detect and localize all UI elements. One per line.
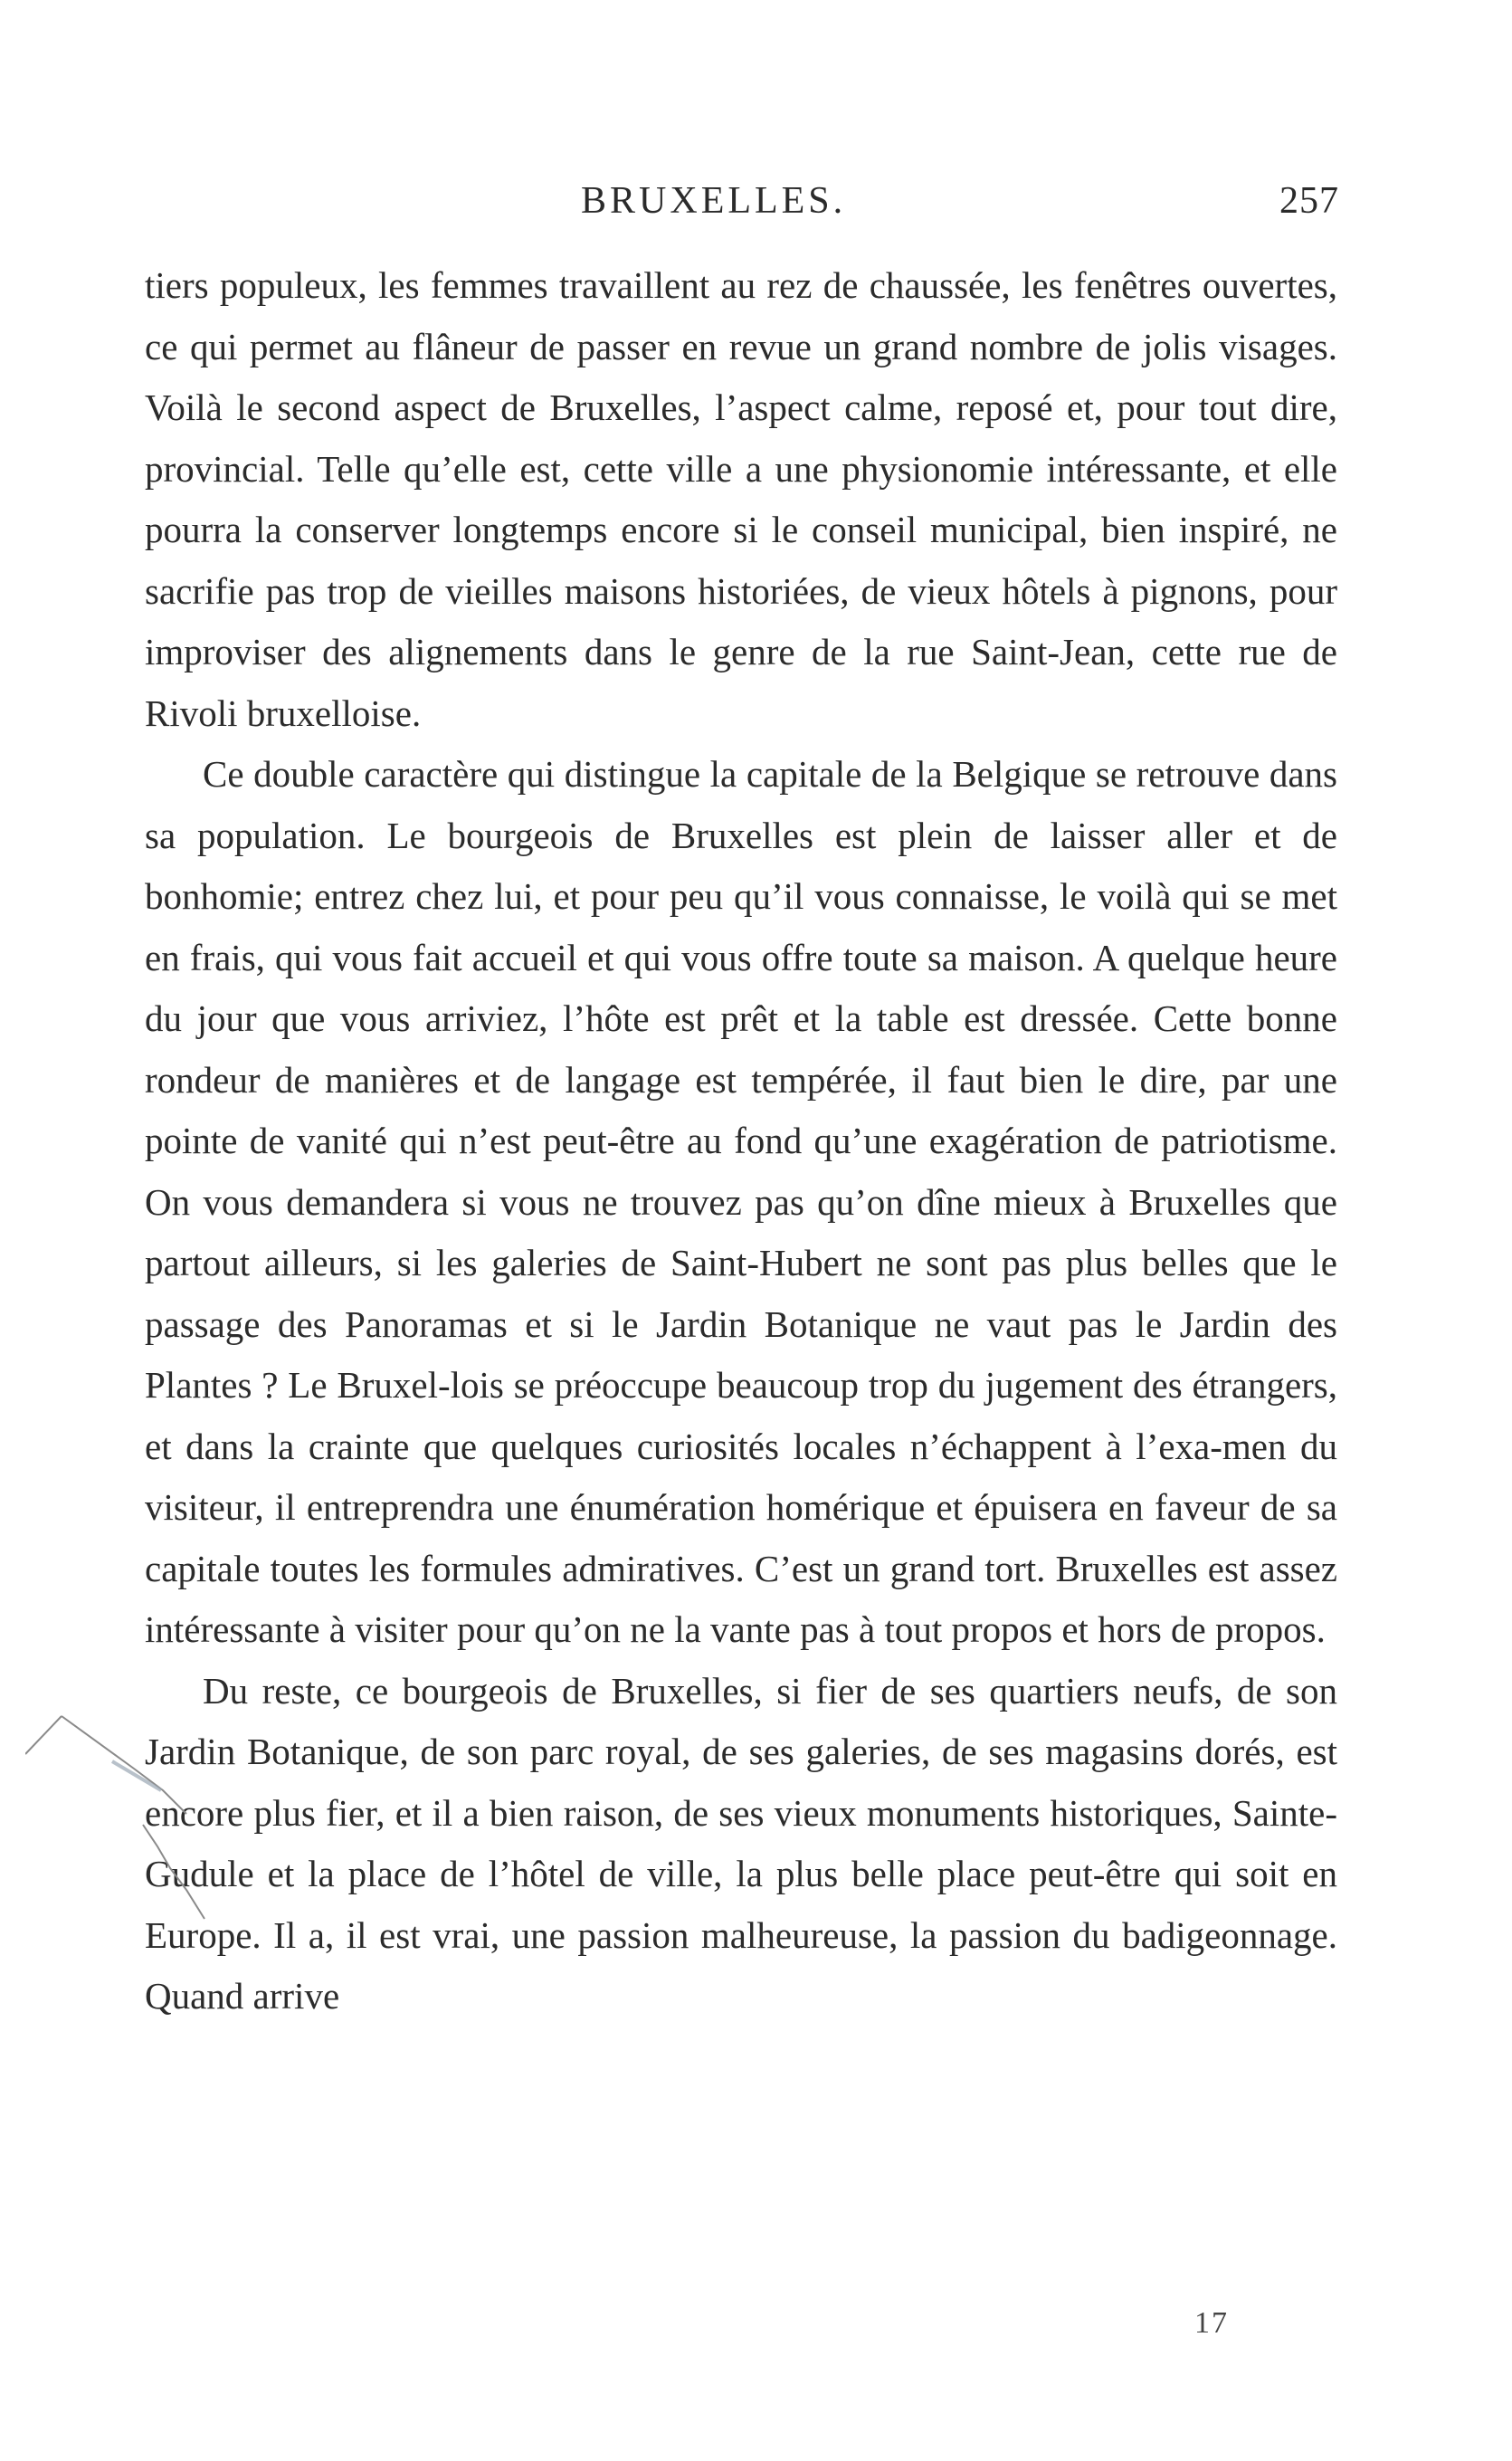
paragraph-3: Du reste, ce bourgeois de Bruxelles, si fier de ses quartiers neufs, de son Jardin Botanique, de son parc royal, de ses galeries, de ses magasins dorés, est encore plus fier, et il a bien raison, de ses vieux monuments historiques, Sainte-Gudule et la place de l’hôtel de ville, la plus belle place peut-être qui soit en Europe. Il a, il est vrai, une passion malheureuse, la passion du badigeonnage. Quand arrive bbox=[145, 1669, 1337, 2017]
running-head bbox=[147, 179, 1339, 234]
paragraph-1: tiers populeux, les femmes travaillent au rez de chaussée, les fenêtres ouvertes, ce qui permet au flâneur de passer en revue un grand nombre de jolis visages. Voilà le second aspect de Bruxelles, l’aspect calme, reposé et, pour tout dire, provincial. Telle qu’elle est, cette ville a une physionomie intéressante, et elle pourra la conserver longtemps encore si le conseil municipal, bien inspiré, ne sacrifie pas trop de vieilles maisons historiées, de vieux hôtels à pignons, pour improviser des alignements dans le genre de la rue Saint-Jean, cette rue de Rivoli bruxelloise. bbox=[145, 264, 1337, 734]
page-fold-crease bbox=[25, 1709, 233, 1944]
body-text bbox=[145, 255, 1337, 2027]
running-title: BRUXELLES. bbox=[581, 180, 847, 222]
signature-mark: 17 bbox=[1194, 2306, 1229, 2340]
page-number: 257 bbox=[1279, 180, 1339, 222]
paragraph-2: Ce double caractère qui distingue la capitale de la Belgique se retrouve dans sa population. Le bourgeois de Bruxelles est plein de laisser aller et de bonhomie; entrez chez lui, et pour peu qu’il vous connaisse, le voilà qui se met en frais, qui vous fait accueil et qui vous offre toute sa maison. A quelque heure du jour que vous arriviez, l’hôte est prêt et la table est dressée. Cette bonne rondeur de manières et de langage est tempérée, il faut bien le dire, par une pointe de vanité qui n’est peut-être au fond qu’une exagération de patriotisme. On vous demandera si vous ne trouvez pas qu’on dîne mieux à Bruxelles que partout ailleurs, si les galeries de Saint-Hubert ne sont pas plus belles que le passage des Panoramas et si le Jardin Botanique ne vaut pas le Jardin des Plantes ? Le Bruxel-lois se préoccupe beaucoup trop du jugement des étrangers, et dans la crainte que quelques curiosités locales n’échappent à l’exa-men du visiteur, il entreprendra une énumération homérique et épuisera en faveur de sa capitale toutes les formules admiratives. C’est un grand tort. Bruxelles est assez intéressante à visiter pour qu’on ne la vante pas à tout propos et hors de propos. bbox=[145, 753, 1337, 1650]
